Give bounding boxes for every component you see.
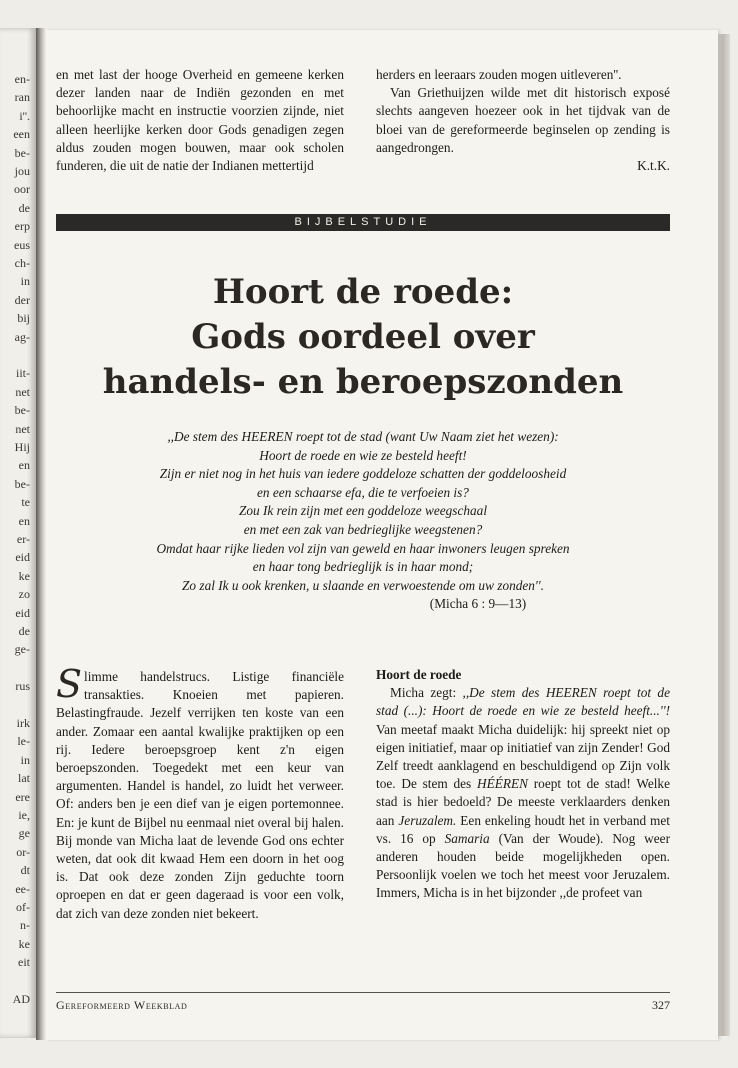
top-left-paragraph: en met last der hooge Overheid en gemeene kerken dezer landen naar de Indiën gezonden en met behoorlijke macht en instructie voorzien zijnde, niet alleen heerlijke kerken door Gods genadigen zegen aldus zouden mogen bouwen, maar ook scholen funderen, die uit de natie der Indianen mettertijd (56, 67, 344, 174)
facing-page-fragment: n- (20, 918, 30, 933)
quote-line: Hoort de roede en wie ze besteld heeft! (259, 447, 467, 463)
facing-page-fragment: of- (16, 900, 30, 914)
facing-page-fragment: bij (17, 311, 30, 326)
facing-page-fragment: iit- (16, 366, 30, 381)
publication-title: Gereformeerd Weekblad (56, 998, 188, 1012)
footer-rule (56, 992, 670, 993)
facing-page-fragment: ge (18, 826, 30, 841)
facing-page-fragment: ge- (14, 642, 30, 657)
bottom-right-column (376, 666, 670, 903)
facing-page-fragment: net (15, 421, 30, 436)
facing-page-fragment: de (18, 624, 30, 638)
body-emphasis: Jeruzalem. (398, 812, 457, 828)
facing-page-fragment: eid (15, 550, 30, 565)
quote-line: en haar tong bedrieglijk is in haar mond; (252, 559, 474, 575)
body-emphasis: HÉÉREN (477, 776, 528, 792)
facing-page-fragment: ke (18, 936, 30, 951)
facing-page-fragment: ran (14, 90, 30, 105)
facing-page-fragment: en- (14, 72, 30, 86)
facing-page-fragment: de (18, 200, 30, 215)
intro-paragraph (56, 662, 344, 923)
facing-page-fragment: net (15, 384, 30, 399)
body-quote: ,,De stem des HEEREN roept tot de stad (...): Hoort de roede en wie ze besteld heeft...''! (376, 685, 670, 719)
facing-page-fragment: ee- (15, 881, 30, 896)
body-text: Een enkeling houdt het in verband met vs. 16 op (376, 812, 670, 846)
facing-page-edge (0, 28, 36, 1038)
facing-page-fragment: be- (14, 476, 30, 491)
facing-page-fragment: jou (14, 164, 30, 178)
facing-page-fragment: ke (18, 568, 30, 583)
facing-page-fragment: er- (16, 532, 30, 546)
facing-page-fragment: eid (15, 605, 30, 620)
bottom-left-column (56, 662, 344, 923)
facing-page-fragment: irk (16, 716, 30, 730)
body-emphasis: Samaria (444, 830, 490, 846)
scripture-quote (56, 428, 670, 614)
headline-line-3: handels- en beroepszonden (102, 362, 624, 402)
body-text: Van meetaf maakt Micha duidelijk: hij spreekt niet op eigen initiatief, maar op initiatief van zijn Zender! God Zelf treedt aanklagend en beschuldigend op Zijn volk toe. De stem des (376, 721, 670, 792)
section-subheading: Hoort de roede (376, 667, 462, 682)
intro-text: limme handelstrucs. Listige financiële transakties. Knoeien met papieren. Belastingfraude. Jezelf verrijken ten koste van een ander. Zomaar een aantal kwalijke praktijken op een rij. Iedere beroepsgroep kent z'n eigen beroepszonden. Toegedekt met een keur van argumenten. Handel is handel, zo luidt het verweer. Of: anders ben je een dief van je eigen portemonnee. En: je kunt de Bijbel nu eenmaal niet overal bij halen. Bij monde van Micha laat de levende God ons echter weten, dat ook dit kwaad Hem een doorn in het oog is. Dat ook deze zonden Zijn geduchte toorn oproepen en dat er geen dageraad is voor een volk, dat zich van deze zonden niet bekeert. (56, 669, 344, 921)
top-right-paragraph-1: herders en leeraars zouden mogen uitleveren''. (376, 67, 622, 82)
facing-page-fragment: i''. (19, 108, 30, 123)
facing-page-fragment: ie, (18, 808, 30, 822)
author-signature: K.t.K. (637, 158, 670, 174)
quote-line: en met een zak van bedrieglijke weegstenen? (243, 521, 483, 537)
quote-line: Zijn er niet nog in het huis van iedere goddeloze schatten der goddeloosheid (159, 466, 567, 482)
facing-page-fragment: erp (14, 219, 30, 234)
headline-line-1: Hoort de roede: (212, 272, 514, 312)
facing-page-fragment: ere (15, 789, 30, 804)
facing-page-fragment: in (20, 274, 30, 289)
top-right-paragraph-2: Van Griethuijzen wilde met dit historisch exposé slechts aangeven hoezeer ook in het tijdvak van de bloei van de gereformeerde beginselen op zending is aangedrongen. (376, 85, 670, 155)
quote-line: Omdat haar rijke lieden vol zijn van geweld en haar inwoners leugen spreken (156, 540, 570, 556)
quote-line: ,,De stem des HEEREN roept tot de stad (want Uw Naam ziet het wezen): (167, 429, 559, 444)
facing-page-fragment: oor (14, 182, 30, 197)
facing-page-fragment: en (18, 513, 30, 528)
top-right-column (376, 66, 670, 175)
facing-page-fragment: or- (16, 844, 30, 859)
quote-line: Zou Ik rein zijn met een goddeloze weegschaal (238, 503, 488, 519)
body-text: (Van der Woude). Nog weer anderen houden beide mogelijkheden open. Persoonlijk voelen we toch het meest voor Jeruzalem. Immers, Micha is in het bijzonder ,,de profeet van (376, 830, 670, 901)
facing-page-fragment: AD (12, 992, 30, 1006)
body-text: Micha zegt: (390, 685, 463, 701)
facing-page-fragment: en (18, 458, 30, 473)
facing-page-fragment: een (13, 127, 30, 142)
body-paragraph (376, 684, 670, 902)
facing-page-fragment: be- (14, 145, 30, 160)
facing-page-fragment: be- (14, 403, 30, 418)
facing-page-fragment: ch- (14, 256, 30, 270)
article-headline (56, 270, 670, 405)
book-gutter (36, 28, 46, 1040)
page-stack-edge (718, 34, 730, 1036)
facing-page-fragment: le- (17, 734, 30, 749)
facing-page-fragment: Hij (14, 440, 30, 454)
facing-page-fragment: zo (18, 587, 30, 602)
page-number: 327 (652, 998, 670, 1012)
magazine-page (46, 30, 718, 1040)
body-text: roept tot de stad! Welke stad is hier bedoeld? De meeste verklaarders denken aan (376, 776, 670, 828)
facing-page-fragment: in (20, 752, 30, 767)
facing-page-fragment: der (14, 292, 30, 307)
headline-line-2: Gods oordeel over (191, 317, 535, 357)
facing-page-fragment: lat (18, 771, 30, 786)
facing-page-fragment: eus (14, 237, 30, 252)
section-banner: BIJBELSTUDIE (56, 214, 670, 231)
quote-line: en een schaarse efa, die te verfoeien is? (257, 484, 469, 500)
facing-page-fragment: ag- (14, 329, 30, 344)
quote-line: Zo zal Ik u ook krenken, u slaande en verwoestende om uw zonden''. (182, 577, 544, 593)
top-left-column (56, 66, 344, 175)
drop-cap: S (56, 662, 83, 706)
facing-page-fragment: rus (15, 679, 30, 694)
quote-reference: (Micha 6 : 9—13) (429, 596, 527, 612)
facing-page-fragment: te (21, 495, 30, 510)
facing-page-fragment: dt (20, 863, 30, 878)
facing-page-fragment: eit (18, 955, 30, 970)
